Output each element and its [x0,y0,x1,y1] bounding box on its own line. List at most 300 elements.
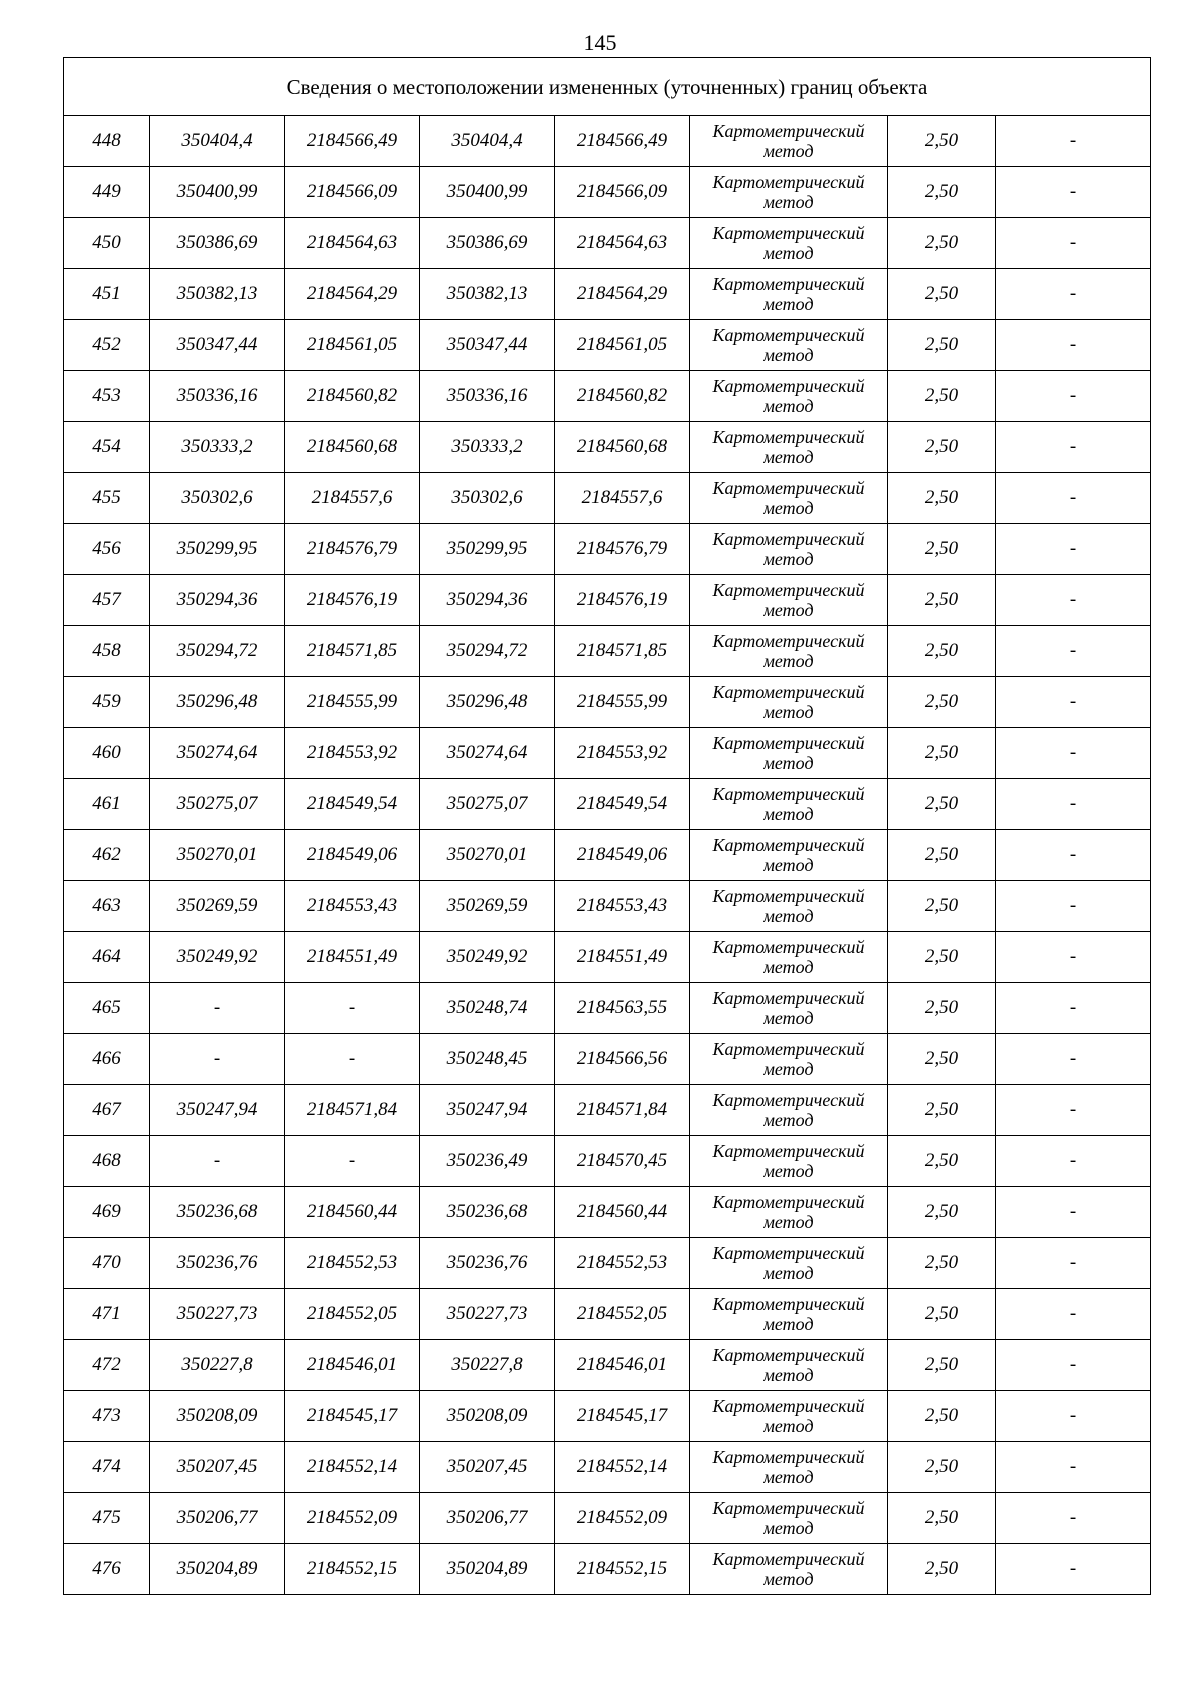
description-cell: - [996,371,1151,422]
table-row [64,371,1151,422]
description-cell: - [996,881,1151,932]
precision-cell: 2,50 [888,269,996,320]
old-y-cell: 2184552,09 [285,1493,420,1544]
old-x-cell: 350236,68 [150,1187,285,1238]
method-line-2: метод [763,1008,814,1028]
new-y-cell: 2184560,82 [555,371,690,422]
method-line-2: метод [763,1365,814,1385]
new-y-cell: 2184551,49 [555,932,690,983]
method-cell [690,626,888,677]
method-line-1: Картометрический [712,784,865,804]
new-y-cell: 2184560,44 [555,1187,690,1238]
table-row [64,269,1151,320]
old-x-cell: 350302,6 [150,473,285,524]
new-x-cell: 350227,8 [420,1340,555,1391]
description-cell: - [996,1493,1151,1544]
new-x-cell: 350247,94 [420,1085,555,1136]
new-y-cell: 2184571,85 [555,626,690,677]
new-y-cell: 2184552,15 [555,1544,690,1595]
description-cell: - [996,779,1151,830]
new-y-cell: 2184549,54 [555,779,690,830]
table-row [64,167,1151,218]
new-x-cell: 350404,4 [420,116,555,167]
method-cell [690,1340,888,1391]
point-number-cell: 473 [64,1391,150,1442]
method-line-2: метод [763,1059,814,1079]
old-x-cell: 350299,95 [150,524,285,575]
description-cell: - [996,473,1151,524]
old-y-cell: 2184552,53 [285,1238,420,1289]
point-number-cell: 466 [64,1034,150,1085]
precision-cell: 2,50 [888,1085,996,1136]
table-row [64,1493,1151,1544]
old-y-cell: 2184566,09 [285,167,420,218]
old-x-cell: 350294,72 [150,626,285,677]
method-line-1: Картометрический [712,733,865,753]
new-y-cell: 2184546,01 [555,1340,690,1391]
method-line-2: метод [763,1161,814,1181]
point-number-cell: 475 [64,1493,150,1544]
table-row [64,1340,1151,1391]
precision-cell: 2,50 [888,524,996,575]
method-line-2: метод [763,1263,814,1283]
method-cell [690,524,888,575]
precision-cell: 2,50 [888,1493,996,1544]
table-title: Сведения о местоположении измененных (уточненных) границ объекта [64,58,1151,116]
method-cell [690,269,888,320]
description-cell: - [996,1238,1151,1289]
method-line-2: метод [763,345,814,365]
precision-cell: 2,50 [888,677,996,728]
method-line-2: метод [763,1416,814,1436]
new-y-cell: 2184560,68 [555,422,690,473]
precision-cell: 2,50 [888,830,996,881]
method-line-1: Картометрический [712,682,865,702]
table-row [64,1085,1151,1136]
old-x-cell: 350204,89 [150,1544,285,1595]
point-number-cell: 469 [64,1187,150,1238]
old-y-cell: 2184546,01 [285,1340,420,1391]
old-x-cell: 350275,07 [150,779,285,830]
table-row [64,779,1151,830]
old-y-cell: 2184571,84 [285,1085,420,1136]
old-y-cell: - [285,1034,420,1085]
new-x-cell: 350294,72 [420,626,555,677]
method-line-1: Картометрический [712,886,865,906]
method-line-2: метод [763,1467,814,1487]
description-cell: - [996,167,1151,218]
point-number-cell: 450 [64,218,150,269]
old-y-cell: 2184551,49 [285,932,420,983]
new-x-cell: 350275,07 [420,779,555,830]
method-line-2: метод [763,396,814,416]
table-row [64,320,1151,371]
description-cell: - [996,524,1151,575]
description-cell: - [996,1442,1151,1493]
new-y-cell: 2184545,17 [555,1391,690,1442]
point-number-cell: 468 [64,1136,150,1187]
new-y-cell: 2184570,45 [555,1136,690,1187]
method-cell [690,1136,888,1187]
precision-cell: 2,50 [888,932,996,983]
method-cell [690,1238,888,1289]
method-line-1: Картометрический [712,121,865,141]
method-line-2: метод [763,1518,814,1538]
method-line-1: Картометрический [712,223,865,243]
precision-cell: 2,50 [888,422,996,473]
method-cell [690,422,888,473]
table-row [64,473,1151,524]
table-row [64,932,1151,983]
method-line-2: метод [763,906,814,926]
old-y-cell: - [285,1136,420,1187]
description-cell: - [996,830,1151,881]
new-y-cell: 2184552,09 [555,1493,690,1544]
precision-cell: 2,50 [888,983,996,1034]
table-row [64,677,1151,728]
old-y-cell: 2184564,63 [285,218,420,269]
description-cell: - [996,932,1151,983]
new-x-cell: 350249,92 [420,932,555,983]
method-line-1: Картометрический [712,1039,865,1059]
new-x-cell: 350336,16 [420,371,555,422]
method-line-1: Картометрический [712,835,865,855]
description-cell: - [996,116,1151,167]
new-x-cell: 350236,49 [420,1136,555,1187]
point-number-cell: 448 [64,116,150,167]
method-cell [690,1085,888,1136]
precision-cell: 2,50 [888,1442,996,1493]
table-row [64,1034,1151,1085]
method-line-1: Картометрический [712,325,865,345]
method-cell [690,575,888,626]
precision-cell: 2,50 [888,1136,996,1187]
new-x-cell: 350204,89 [420,1544,555,1595]
point-number-cell: 476 [64,1544,150,1595]
old-x-cell: 350227,73 [150,1289,285,1340]
new-x-cell: 350347,44 [420,320,555,371]
description-cell: - [996,1187,1151,1238]
method-cell [690,1493,888,1544]
new-x-cell: 350302,6 [420,473,555,524]
table-row [64,116,1151,167]
point-number-cell: 472 [64,1340,150,1391]
table-row [64,830,1151,881]
old-x-cell: 350247,94 [150,1085,285,1136]
precision-cell: 2,50 [888,1544,996,1595]
precision-cell: 2,50 [888,167,996,218]
method-cell [690,1391,888,1442]
old-x-cell: 350347,44 [150,320,285,371]
new-y-cell: 2184576,79 [555,524,690,575]
point-number-cell: 457 [64,575,150,626]
method-line-1: Картометрический [712,1141,865,1161]
old-x-cell: 350269,59 [150,881,285,932]
method-line-2: метод [763,753,814,773]
method-cell [690,1544,888,1595]
point-number-cell: 462 [64,830,150,881]
old-y-cell: 2184545,17 [285,1391,420,1442]
method-line-2: метод [763,957,814,977]
old-y-cell: 2184560,82 [285,371,420,422]
old-x-cell: 350296,48 [150,677,285,728]
method-cell [690,830,888,881]
method-line-2: метод [763,1314,814,1334]
table-row [64,728,1151,779]
new-y-cell: 2184552,14 [555,1442,690,1493]
description-cell: - [996,1544,1151,1595]
method-line-1: Картометрический [712,1243,865,1263]
method-line-1: Картометрический [712,1396,865,1416]
precision-cell: 2,50 [888,1034,996,1085]
precision-cell: 2,50 [888,1340,996,1391]
precision-cell: 2,50 [888,473,996,524]
new-y-cell: 2184553,43 [555,881,690,932]
new-x-cell: 350248,74 [420,983,555,1034]
method-cell [690,1034,888,1085]
table-row [64,575,1151,626]
method-line-1: Картометрический [712,376,865,396]
new-x-cell: 350248,45 [420,1034,555,1085]
new-y-cell: 2184566,09 [555,167,690,218]
old-x-cell: 350294,36 [150,575,285,626]
method-cell [690,167,888,218]
old-x-cell: 350386,69 [150,218,285,269]
old-x-cell: 350207,45 [150,1442,285,1493]
description-cell: - [996,1085,1151,1136]
new-y-cell: 2184553,92 [555,728,690,779]
old-x-cell: - [150,1034,285,1085]
method-line-1: Картометрический [712,274,865,294]
precision-cell: 2,50 [888,371,996,422]
description-cell: - [996,626,1151,677]
new-x-cell: 350294,36 [420,575,555,626]
method-line-2: метод [763,192,814,212]
table-row [64,626,1151,677]
new-y-cell: 2184552,05 [555,1289,690,1340]
old-y-cell: 2184555,99 [285,677,420,728]
description-cell: - [996,1289,1151,1340]
old-x-cell: 350270,01 [150,830,285,881]
old-y-cell: 2184571,85 [285,626,420,677]
old-x-cell: 350400,99 [150,167,285,218]
table-row [64,881,1151,932]
description-cell: - [996,728,1151,779]
table-row [64,983,1151,1034]
description-cell: - [996,983,1151,1034]
method-line-1: Картометрический [712,631,865,651]
method-line-1: Картометрический [712,172,865,192]
description-cell: - [996,575,1151,626]
method-cell [690,218,888,269]
method-line-1: Картометрический [712,1447,865,1467]
method-cell [690,1289,888,1340]
method-line-1: Картометрический [712,1345,865,1365]
precision-cell: 2,50 [888,1289,996,1340]
old-y-cell: - [285,983,420,1034]
point-number-cell: 455 [64,473,150,524]
old-y-cell: 2184576,79 [285,524,420,575]
old-y-cell: 2184557,6 [285,473,420,524]
table-row [64,1544,1151,1595]
new-y-cell: 2184564,29 [555,269,690,320]
point-number-cell: 460 [64,728,150,779]
precision-cell: 2,50 [888,626,996,677]
table-row [64,218,1151,269]
new-y-cell: 2184555,99 [555,677,690,728]
method-line-2: метод [763,600,814,620]
old-x-cell: - [150,983,285,1034]
old-y-cell: 2184552,14 [285,1442,420,1493]
new-y-cell: 2184563,55 [555,983,690,1034]
new-y-cell: 2184571,84 [555,1085,690,1136]
new-y-cell: 2184552,53 [555,1238,690,1289]
table-row [64,1136,1151,1187]
method-cell [690,1187,888,1238]
new-x-cell: 350236,68 [420,1187,555,1238]
method-line-1: Картометрический [712,1549,865,1569]
method-line-2: метод [763,1569,814,1589]
old-x-cell: 350333,2 [150,422,285,473]
point-number-cell: 453 [64,371,150,422]
old-y-cell: 2184553,43 [285,881,420,932]
method-line-2: метод [763,141,814,161]
table-title-row [64,58,1151,116]
point-number-cell: 464 [64,932,150,983]
description-cell: - [996,218,1151,269]
method-cell [690,881,888,932]
precision-cell: 2,50 [888,728,996,779]
new-x-cell: 350269,59 [420,881,555,932]
point-number-cell: 456 [64,524,150,575]
method-cell [690,320,888,371]
method-line-2: метод [763,1110,814,1130]
precision-cell: 2,50 [888,1238,996,1289]
new-y-cell: 2184566,49 [555,116,690,167]
table-row [64,524,1151,575]
precision-cell: 2,50 [888,1391,996,1442]
new-x-cell: 350299,95 [420,524,555,575]
old-y-cell: 2184560,68 [285,422,420,473]
method-cell [690,677,888,728]
precision-cell: 2,50 [888,320,996,371]
new-y-cell: 2184566,56 [555,1034,690,1085]
method-line-2: метод [763,294,814,314]
method-line-1: Картометрический [712,1090,865,1110]
old-x-cell: 350336,16 [150,371,285,422]
boundary-coordinates-table [63,57,1151,1595]
new-y-cell: 2184557,6 [555,473,690,524]
method-line-1: Картометрический [712,1498,865,1518]
point-number-cell: 454 [64,422,150,473]
method-line-2: метод [763,651,814,671]
description-cell: - [996,1034,1151,1085]
description-cell: - [996,422,1151,473]
method-cell [690,932,888,983]
new-x-cell: 350227,73 [420,1289,555,1340]
method-line-2: метод [763,498,814,518]
old-x-cell: - [150,1136,285,1187]
method-line-2: метод [763,549,814,569]
point-number-cell: 465 [64,983,150,1034]
old-x-cell: 350236,76 [150,1238,285,1289]
method-cell [690,779,888,830]
description-cell: - [996,1340,1151,1391]
page-number: 145 [583,30,617,55]
old-x-cell: 350249,92 [150,932,285,983]
method-cell [690,371,888,422]
point-number-cell: 471 [64,1289,150,1340]
point-number-cell: 452 [64,320,150,371]
method-cell [690,473,888,524]
method-line-2: метод [763,243,814,263]
point-number-cell: 474 [64,1442,150,1493]
old-y-cell: 2184564,29 [285,269,420,320]
old-y-cell: 2184549,06 [285,830,420,881]
precision-cell: 2,50 [888,779,996,830]
method-line-1: Картометрический [712,988,865,1008]
old-y-cell: 2184561,05 [285,320,420,371]
method-cell [690,1442,888,1493]
table-row [64,1238,1151,1289]
point-number-cell: 470 [64,1238,150,1289]
method-line-2: метод [763,1212,814,1232]
new-y-cell: 2184549,06 [555,830,690,881]
method-line-1: Картометрический [712,427,865,447]
new-y-cell: 2184564,63 [555,218,690,269]
old-x-cell: 350227,8 [150,1340,285,1391]
method-line-2: метод [763,804,814,824]
old-x-cell: 350382,13 [150,269,285,320]
method-line-1: Картометрический [712,580,865,600]
table-row [64,422,1151,473]
old-y-cell: 2184549,54 [285,779,420,830]
method-line-2: метод [763,702,814,722]
method-line-1: Картометрический [712,1294,865,1314]
description-cell: - [996,320,1151,371]
point-number-cell: 449 [64,167,150,218]
method-cell [690,116,888,167]
point-number-cell: 461 [64,779,150,830]
table-row [64,1391,1151,1442]
method-line-1: Картометрический [712,478,865,498]
old-x-cell: 350206,77 [150,1493,285,1544]
point-number-cell: 458 [64,626,150,677]
point-number-cell: 463 [64,881,150,932]
new-x-cell: 350207,45 [420,1442,555,1493]
old-x-cell: 350208,09 [150,1391,285,1442]
point-number-cell: 459 [64,677,150,728]
description-cell: - [996,1391,1151,1442]
precision-cell: 2,50 [888,116,996,167]
new-x-cell: 350400,99 [420,167,555,218]
new-x-cell: 350274,64 [420,728,555,779]
method-cell [690,728,888,779]
new-y-cell: 2184576,19 [555,575,690,626]
new-x-cell: 350382,13 [420,269,555,320]
precision-cell: 2,50 [888,881,996,932]
new-x-cell: 350270,01 [420,830,555,881]
table-row [64,1187,1151,1238]
description-cell: - [996,269,1151,320]
old-y-cell: 2184560,44 [285,1187,420,1238]
old-y-cell: 2184576,19 [285,575,420,626]
new-x-cell: 350386,69 [420,218,555,269]
old-x-cell: 350274,64 [150,728,285,779]
point-number-cell: 451 [64,269,150,320]
table-row [64,1442,1151,1493]
new-y-cell: 2184561,05 [555,320,690,371]
